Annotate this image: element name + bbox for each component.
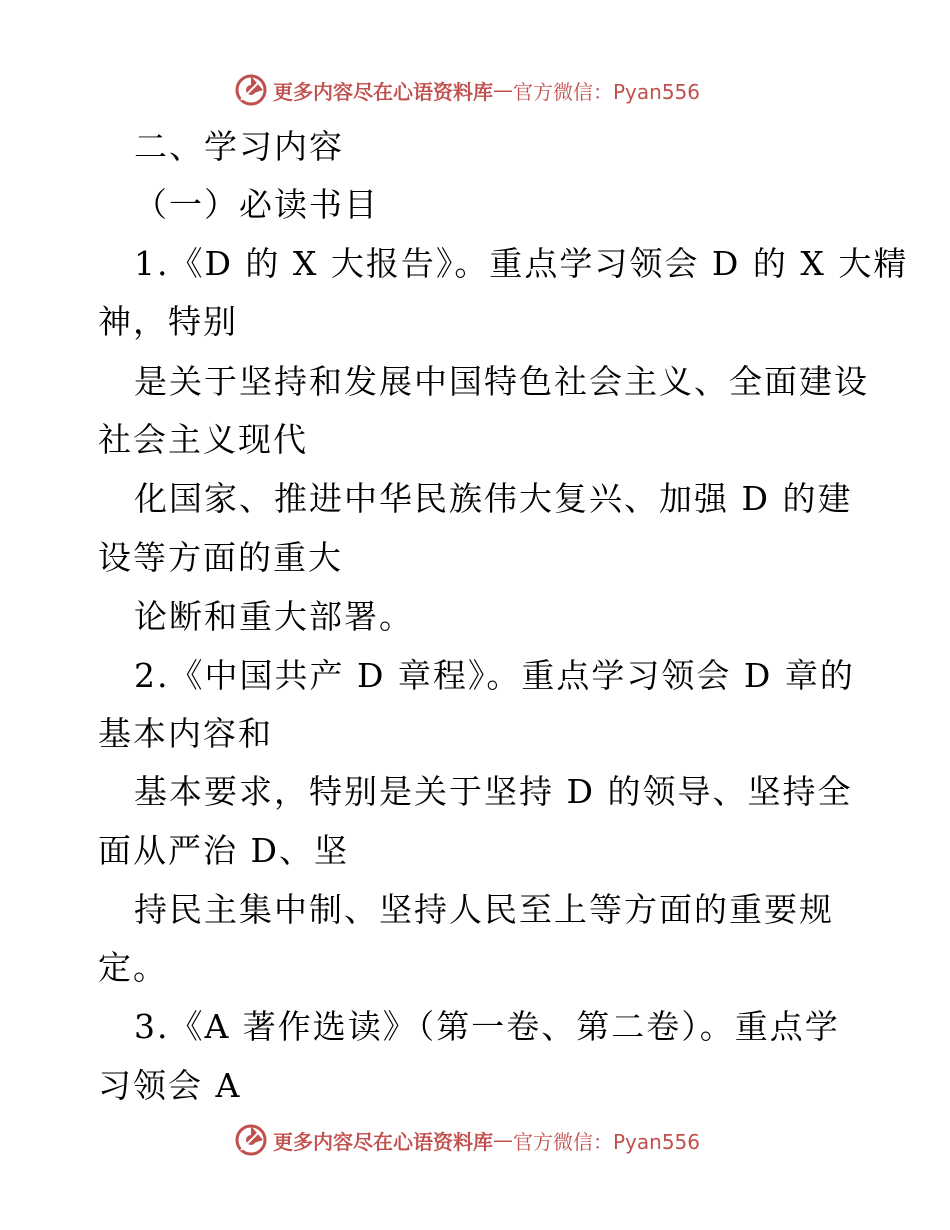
- footer-watermark: [233, 1122, 700, 1158]
- doc-line: 习领会 A: [98, 1066, 242, 1105]
- doc-line: 基本要求，特别是关于坚持 D 的领导、坚持全: [134, 772, 853, 811]
- header-watermark: [233, 72, 700, 108]
- doc-line: 3.《A 著作选读》（第一卷、第二卷）。重点学: [134, 1007, 840, 1046]
- doc-line: 持民主集中制、坚持人民至上等方面的重要规: [134, 890, 834, 929]
- brand-logo-icon: [233, 1122, 269, 1158]
- doc-line: 基本内容和: [98, 714, 273, 753]
- watermark-suffix: 官方微信：Pyan556: [513, 1129, 701, 1154]
- doc-line-subheading: （一）必读书目: [134, 185, 379, 224]
- doc-line: 是关于坚持和发展中国特色社会主义、全面建设: [134, 362, 869, 401]
- watermark-brand: 更多内容尽在心语资料库: [273, 1129, 493, 1154]
- doc-line: 论断和重大部署。: [134, 597, 414, 636]
- doc-line: 化国家、推进中华民族伟大复兴、加强 D 的建: [134, 479, 853, 518]
- doc-line: 社会主义现代: [98, 420, 308, 459]
- doc-line: 2.《中国共产 D 章程》。重点学习领会 D 章的: [134, 656, 855, 695]
- doc-line: 面从严治 D、坚: [98, 831, 349, 870]
- doc-line: 定。: [98, 948, 168, 987]
- doc-line: 1.《D 的 X 大报告》。重点学习领会 D 的 X 大精: [134, 244, 909, 283]
- watermark-dash: —: [493, 78, 513, 102]
- doc-line: 设等方面的重大: [98, 538, 343, 577]
- watermark-dash: —: [493, 1128, 513, 1152]
- brand-logo-icon: [233, 72, 269, 108]
- doc-line: 神，特别: [98, 302, 238, 341]
- watermark-suffix: 官方微信：Pyan556: [513, 79, 701, 104]
- doc-line-heading: 二、学习内容: [134, 127, 344, 166]
- watermark-brand: 更多内容尽在心语资料库: [273, 79, 493, 104]
